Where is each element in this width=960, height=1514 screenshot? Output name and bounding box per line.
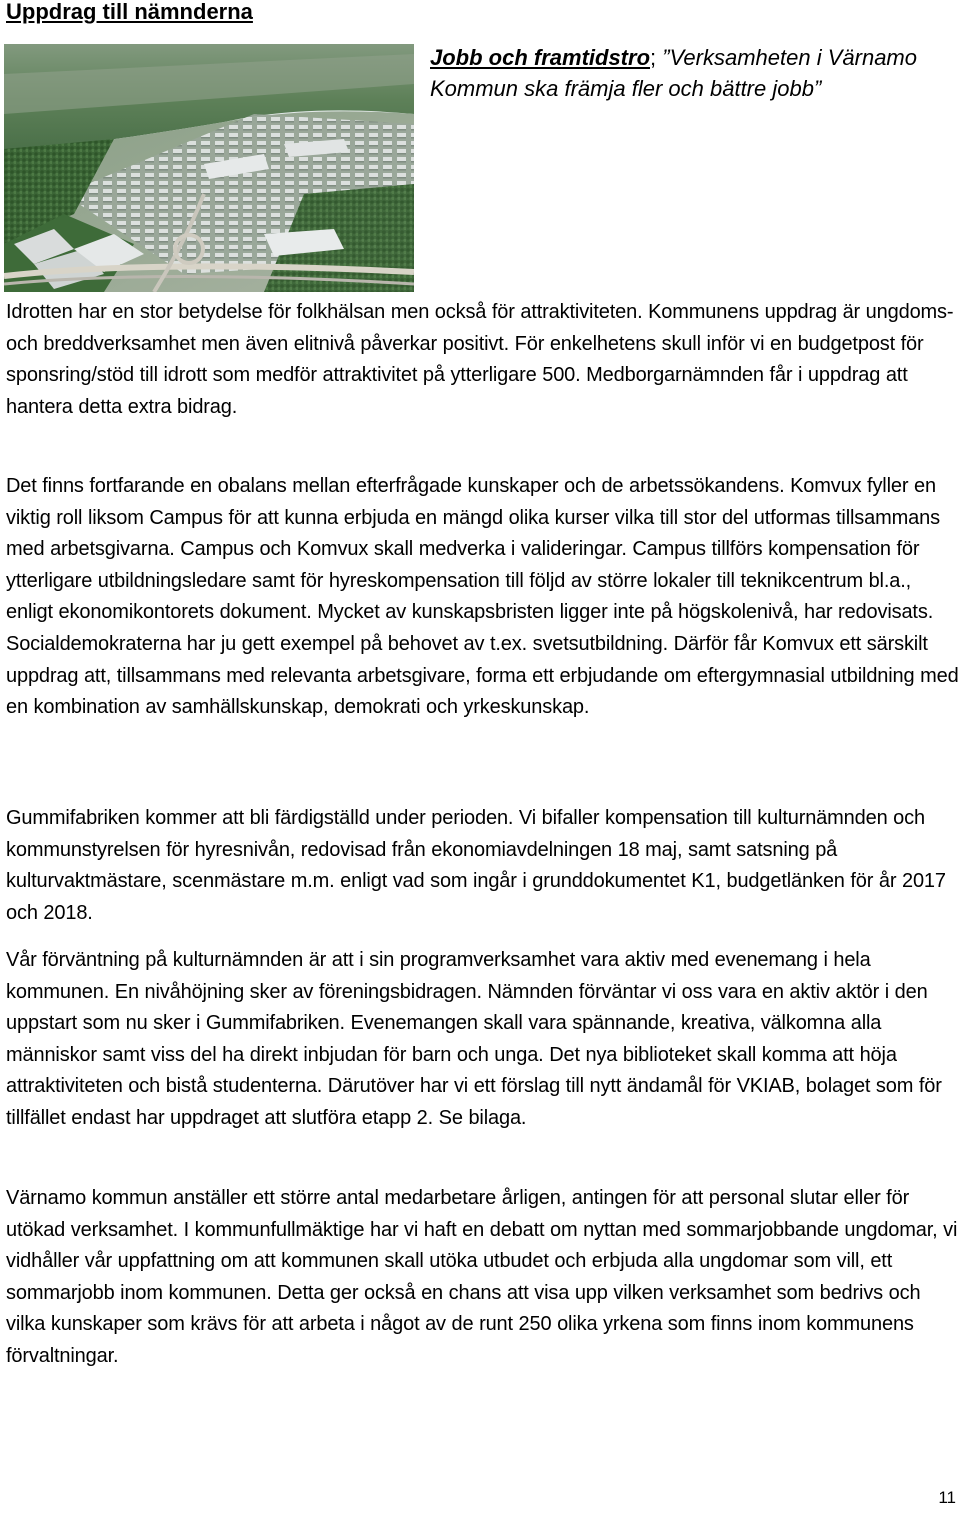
paragraph-gummifabriken: Gummifabriken kommer att bli färdigställd under perioden. Vi bifaller kompensation till kulturnämnden och kommunstyrelsen för hyresnivån, redovisad från ekonomiavdelningen 18 maj, samt satsning på kulturvaktmästare, scenmästare m.m. enligt vad som ingår i grunddokumentet K1, budgetlänken för år 2017 och 2018. bbox=[6, 807, 946, 924]
paragraph-kulturnamnden: Vår förväntning på kulturnämnden är att i sin programverksamhet vara aktiv med evenemang i hela kommunen. En nivåhöjning sker av föreningsbidragen. Nämnden förväntar vi oss vara en aktiv aktör i den uppstart som nu sker i Gummifabriken. Evenemangen skall vara spännande, kreativa, välkomna alla människor samt viss del ha direkt inbjudan för barn och unga. Det nya biblioteket skall komma att höja attraktiviteten och bistå studenterna. Därutöver har vi ett förslag till nytt ändamål för VKIAB, bolaget som för tillfället endast har uppdraget att slutföra etapp 2. Se bilaga. bbox=[6, 949, 942, 1129]
page-number: 11 bbox=[938, 1488, 956, 1507]
paragraph-sommarjobb: Värnamo kommun anställer ett större antal medarbetare årligen, antingen för att personal slutar eller för utökad verksamhet. I kommunfullmäktige har vi haft en debatt om nyttan med sommarjobbande ungdomar, vi vidhåller vår uppfattning om att kommunen skall utöka utbudet och erbjuda alla ungdomar som vill, ett sommarjobb inom kommunen. Detta ger också en chans att visa upp vilken verksamhet som bedrivs och vilka kunskaper som krävs för att arbeta i något av de runt 250 olika yrkena som finns inom kommunens förvaltningar. bbox=[6, 1187, 958, 1367]
lead-quote: ”Verksamheten i Värnamo Kommun ska främja fler och bättre jobb” bbox=[430, 45, 917, 101]
paragraph-komvux-campus: Det finns fortfarande en obalans mellan efterfrågade kunskaper och de arbetssökandens. Komvux fyller en viktig roll liksom Campus för att kunna erbjuda en mängd olika kurser vilka till stor del utformas tillsammans med arbetsgivarna. Campus och Komvux skall medverka i valideringar. Campus tillförs kompensation för ytterligare utbildningsledare samt för hyreskompensation till följd av större lokaler till teknikcentrum bl.a., enligt ekonomikontorets dokument. Mycket av kunskapsbristen ligger inte på högskolenivå, har redovisats. Socialdemokraterna har ju gett exempel på behovet av t.ex. svetsutbildning. Därför får Komvux ett särskilt uppdrag att, tillsammans med relevanta arbetsgivare, forma ett erbjudande om eftergymnasial utbildning med en kombination av samhällskunskap, demokrati och yrkeskunskap. bbox=[6, 475, 959, 719]
section-heading: Uppdrag till nämnderna bbox=[6, 0, 253, 24]
lead-statement bbox=[430, 42, 950, 104]
lead-separator: ; bbox=[650, 45, 657, 70]
aerial-industrial-area-photo bbox=[4, 44, 414, 292]
paragraph-idrott: Idrotten har en stor betydelse för folkhälsan men också för attraktiviteten. Kommunens uppdrag är ungdoms- och breddverksamhet men även elitnivå påverkar positivt. För enkelhetens skull inför vi en budgetpost för sponsring/stöd till idrott som medför attraktivitet på ytterligare 500. Medborgarnämnden får i uppdrag att hantera detta extra bidrag. bbox=[6, 301, 954, 418]
lead-title: Jobb och framtidstro bbox=[430, 45, 651, 70]
